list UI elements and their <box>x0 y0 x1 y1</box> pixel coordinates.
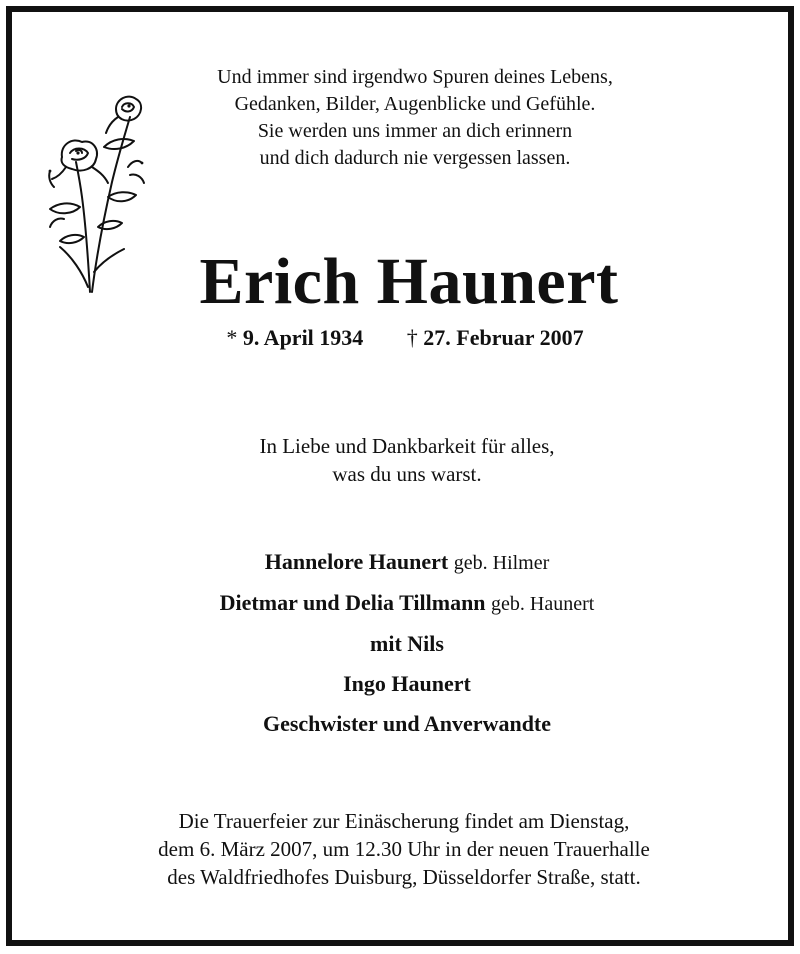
mourner-name: Hannelore Haunert <box>264 549 449 574</box>
death-date-group <box>407 325 584 350</box>
verse-line: Sie werden uns immer an dich erinnern <box>257 120 573 142</box>
verse-line: Gedanken, Bilder, Augenblicke und Gefühle. <box>234 93 596 115</box>
mourner-entry <box>26 664 788 704</box>
mourner-name: Dietmar und Delia Tillmann <box>219 590 486 615</box>
verse-line: Und immer sind irgendwo Spuren deines Lebens, <box>217 66 613 88</box>
deceased-name: Erich Haunert <box>199 245 619 318</box>
mourner-name: Geschwister und Anverwandte <box>262 711 552 736</box>
funeral-service-info <box>12 807 788 891</box>
service-line: dem 6. März 2007, um 12.30 Uhr in der neuen Trauerhalle <box>158 837 650 861</box>
mourner-entry <box>26 583 788 624</box>
gratitude-line: was du uns warst. <box>332 462 482 486</box>
mourner-note: geb. Hilmer <box>453 552 550 574</box>
birth-date: 9. April 1934 <box>242 325 364 350</box>
mourner-name: Ingo Haunert <box>343 671 471 696</box>
mourner-note: geb. Haunert <box>491 593 595 615</box>
service-line: Die Trauerfeier zur Einäscherung findet am Dienstag, <box>178 809 630 833</box>
verse-line: und dich dadurch nie vergessen lassen. <box>259 147 571 169</box>
obituary-frame <box>6 6 794 946</box>
life-dates <box>12 325 788 351</box>
mourner-name: mit Nils <box>370 631 444 656</box>
death-cross-icon: † <box>406 325 418 350</box>
service-line: des Waldfriedhofes Duisburg, Düsseldorfer Straße, statt. <box>167 865 641 889</box>
mourner-entry <box>26 624 788 664</box>
gratitude-line: In Liebe und Dankbarkeit für alles, <box>259 434 555 458</box>
gratitude-text <box>12 432 788 488</box>
mourners-list <box>12 542 788 744</box>
birth-star-icon: * <box>226 325 238 350</box>
birth-date-group <box>226 325 368 350</box>
death-date: 27. Februar 2007 <box>423 325 584 350</box>
mourner-entry <box>26 542 788 583</box>
mourner-entry <box>26 704 788 744</box>
